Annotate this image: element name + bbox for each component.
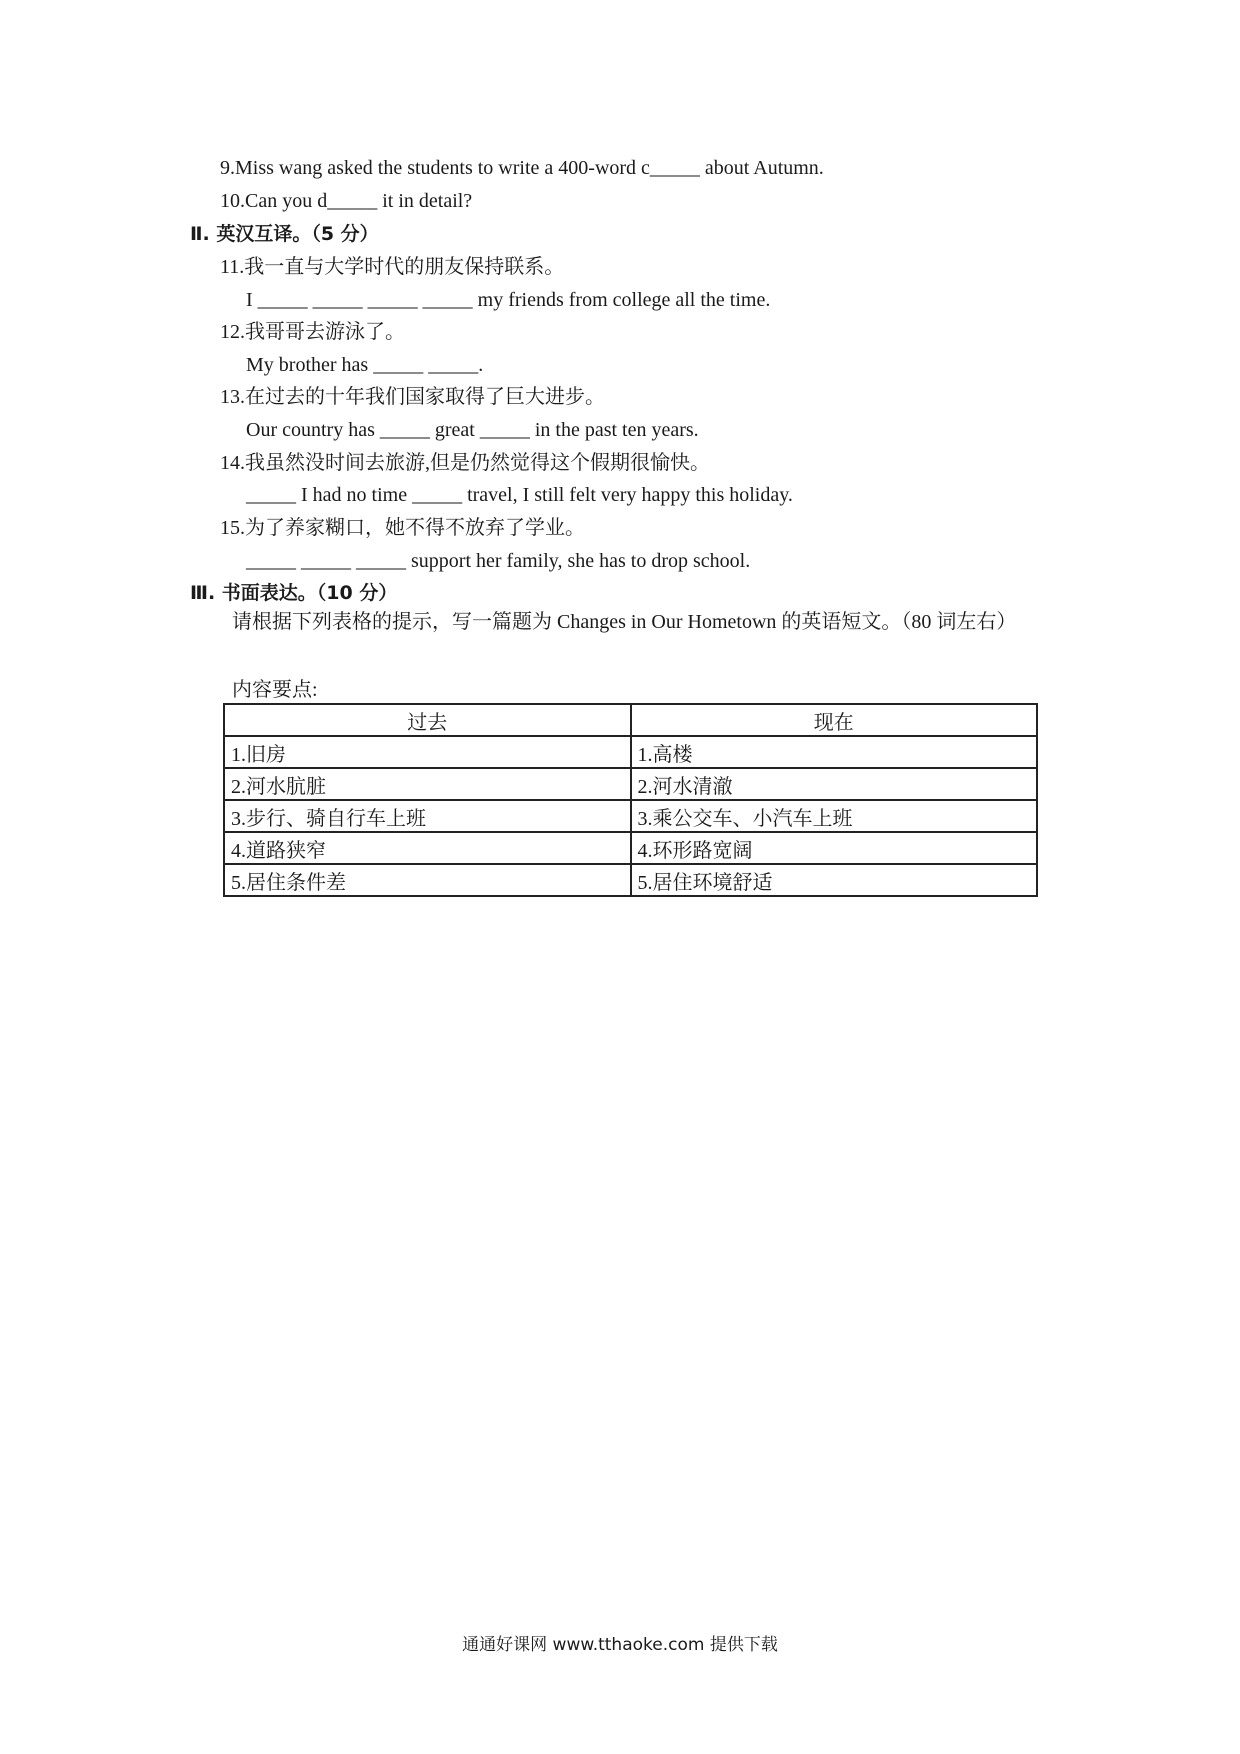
table-row — [224, 768, 1037, 800]
writing-instruction — [190, 606, 1060, 639]
past-cell: 1.旧房 — [224, 736, 631, 768]
instruction-text: 请根据下列表格的提示，写一篇题为 Changes in Our Hometown 的英语短文。（80 词左右） — [232, 611, 1017, 633]
content-points-table — [223, 703, 1038, 897]
question-14-cn: 14.我虽然没时间去旅游,但是仍然觉得这个假期很愉快。 — [220, 452, 710, 474]
section-2-heading: Ⅱ. 英汉互译。（5 分） — [190, 223, 379, 245]
past-cell: 3.步行、骑自行车上班 — [224, 800, 631, 832]
page-footer: 通通好课网 www.tthaoke.com 提供下载 — [462, 1635, 778, 1655]
question-11-cn: 11.我一直与大学时代的朋友保持联系。 — [220, 256, 565, 278]
question-10: 10.Can you d_____ it in detail? — [220, 190, 473, 212]
points-label: 内容要点: — [232, 679, 318, 701]
present-cell: 5.居住环境舒适 — [631, 864, 1038, 896]
present-cell: 3.乘公交车、小汽车上班 — [631, 800, 1038, 832]
table-header-row — [224, 704, 1037, 736]
header-present: 现在 — [631, 704, 1038, 736]
question-11-en: I _____ _____ _____ _____ my friends from college all the time. — [246, 289, 771, 311]
question-15-cn: 15.为了养家糊口，她不得不放弃了学业。 — [220, 517, 585, 539]
question-12-cn: 12.我哥哥去游泳了。 — [220, 321, 405, 343]
table-row — [224, 832, 1037, 864]
present-cell: 4.环形路宽阔 — [631, 832, 1038, 864]
table-row — [224, 800, 1037, 832]
past-cell: 2.河水肮脏 — [224, 768, 631, 800]
table-row — [224, 864, 1037, 896]
section-3-heading: Ⅲ. 书面表达。（10 分） — [190, 582, 398, 604]
past-cell: 5.居住条件差 — [224, 864, 631, 896]
question-9: 9.Miss wang asked the students to write a 400-word c_____ about Autumn. — [220, 157, 824, 179]
question-13-en: Our country has _____ great _____ in the past ten years. — [246, 419, 699, 441]
present-cell: 1.高楼 — [631, 736, 1038, 768]
question-13-cn: 13.在过去的十年我们国家取得了巨大进步。 — [220, 386, 605, 408]
past-cell: 4.道路狭窄 — [224, 832, 631, 864]
question-12-en: My brother has _____ _____. — [246, 354, 484, 376]
question-15-en: _____ _____ _____ support her family, she has to drop school. — [246, 550, 751, 572]
question-14-en: _____ I had no time _____ travel, I still felt very happy this holiday. — [246, 484, 793, 506]
present-cell: 2.河水清澈 — [631, 768, 1038, 800]
table-row — [224, 736, 1037, 768]
header-past: 过去 — [224, 704, 631, 736]
